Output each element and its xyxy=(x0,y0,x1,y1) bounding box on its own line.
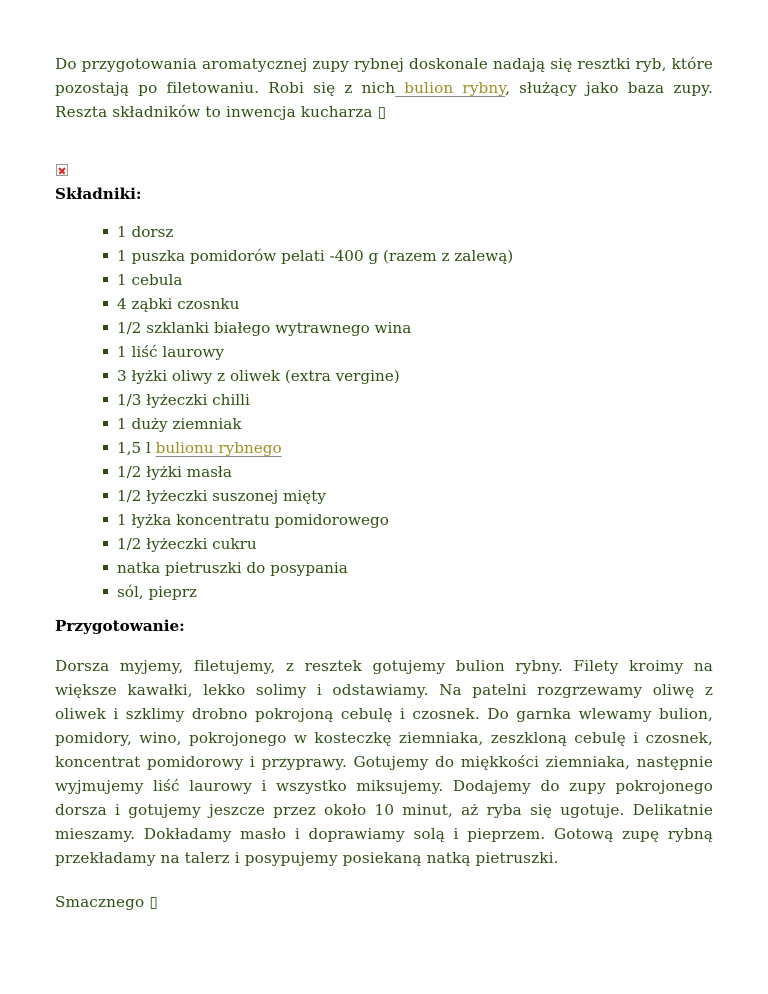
ingredient-text: 1/2 łyżeczki cukru xyxy=(117,535,257,553)
bullet-icon xyxy=(103,565,108,570)
ingredient-text: 1 dorsz xyxy=(117,223,174,241)
ingredient-text: 1/2 szklanki białego wytrawnego wina xyxy=(117,319,412,337)
intro-text-after: , służący jako baza zupy. Reszta składników to inwencja kucharza xyxy=(55,79,713,121)
ingredient-text: 1 puszka pomidorów pelati -400 g (razem z zalewą) xyxy=(117,247,514,265)
ingredient-text: 1 łyżka koncentratu pomidorowego xyxy=(117,511,389,529)
ingredient-item xyxy=(117,580,713,604)
bullet-icon xyxy=(103,445,108,450)
bullet-icon xyxy=(103,517,108,522)
ingredient-text: 1/2 łyżeczki suszonej mięty xyxy=(117,487,326,505)
bullet-icon xyxy=(103,229,108,234)
ingredient-text: 1 duży ziemniak xyxy=(117,415,242,433)
ingredient-text: sól, pieprz xyxy=(117,583,198,601)
ingredients-heading: Składniki: xyxy=(55,185,142,203)
bulionu-rybnego-link[interactable]: bulionu rybnego xyxy=(155,439,282,457)
ingredient-item xyxy=(117,388,713,412)
bullet-icon xyxy=(103,301,108,306)
bullet-icon xyxy=(103,493,108,498)
broken-image-icon xyxy=(56,164,68,176)
ingredient-item xyxy=(117,460,713,484)
bullet-icon xyxy=(103,589,108,594)
image-container xyxy=(55,124,713,182)
ingredient-text: 1/3 łyżeczki chilli xyxy=(117,391,250,409)
ingredient-text: 4 ząbki czosnku xyxy=(117,295,240,313)
bullet-icon xyxy=(103,253,108,258)
intro-text-before: Do przygotowania aromatycznej zupy rybnej doskonale nadają się resztki ryb, które pozostają po filetowaniu. Robi się z nich xyxy=(55,55,713,97)
bulion-rybny-link[interactable]: bulion rybny xyxy=(395,79,506,97)
ingredient-item xyxy=(117,316,713,340)
preparation-heading: Przygotowanie: xyxy=(55,617,185,635)
bullet-icon xyxy=(103,373,108,378)
ingredient-text: 1 cebula xyxy=(117,271,183,289)
bullet-icon xyxy=(103,541,108,546)
ingredient-item xyxy=(117,508,713,532)
bullet-icon xyxy=(103,397,108,402)
ingredient-item xyxy=(117,364,713,388)
emoji-placeholder-icon: ▯ xyxy=(149,893,158,911)
ingredient-item xyxy=(117,292,713,316)
intro-paragraph xyxy=(55,52,713,124)
ingredient-item xyxy=(117,268,713,292)
ingredient-text: 1 liść laurowy xyxy=(117,343,225,361)
emoji-placeholder-icon: ▯ xyxy=(377,103,387,121)
ingredient-text: 1/2 łyżki masła xyxy=(117,463,232,481)
ingredient-item xyxy=(117,532,713,556)
preparation-paragraph: Dorsza myjemy, filetujemy, z resztek gotujemy bulion rybny. Filety kroimy na większe kawałki, lekko solimy i odstawiamy. Na patelni rozgrzewamy oliwę z oliwek i szklimy drobno pokrojoną cebulę i czosnek. Do garnka wlewamy bulion, pomidory, wino, pokrojonego w kosteczkę ziemniaka, zeszkloną cebulę i czosnek, koncentrat pomidorowy i przyprawy. Gotujemy do miękkości ziemniaka, następnie wyjmujemy liść laurowy i wszystko miksujemy. Dodajemy do zupy pokrojonego dorsza i gotujemy jeszcze przez około 10 minut, aż ryba się ugotuje. Delikatnie mieszamy. Dokładamy masło i doprawiamy solą i pieprzem. Gotową zupę rybną przekładamy na talerz i posypujemy posiekaną natką pietruszki. xyxy=(55,657,713,867)
ingredient-item xyxy=(117,436,713,460)
bullet-icon xyxy=(103,325,108,330)
ingredient-item xyxy=(117,340,713,364)
bullet-icon xyxy=(103,469,108,474)
ingredient-item xyxy=(117,412,713,436)
bullet-icon xyxy=(103,277,108,282)
ingredient-text: natka pietruszki do posypania xyxy=(117,559,348,577)
ingredient-text: 3 łyżki oliwy z oliwek (extra vergine) xyxy=(117,367,400,385)
closing-text: Smacznego xyxy=(55,893,150,911)
closing-line xyxy=(55,890,713,914)
bullet-icon xyxy=(103,349,108,354)
ingredient-item xyxy=(117,220,713,244)
ingredient-item xyxy=(117,244,713,268)
ingredients-list xyxy=(55,220,713,604)
ingredient-text: 1,5 l xyxy=(117,439,156,457)
ingredient-item xyxy=(117,484,713,508)
ingredient-item xyxy=(117,556,713,580)
bullet-icon xyxy=(103,421,108,426)
